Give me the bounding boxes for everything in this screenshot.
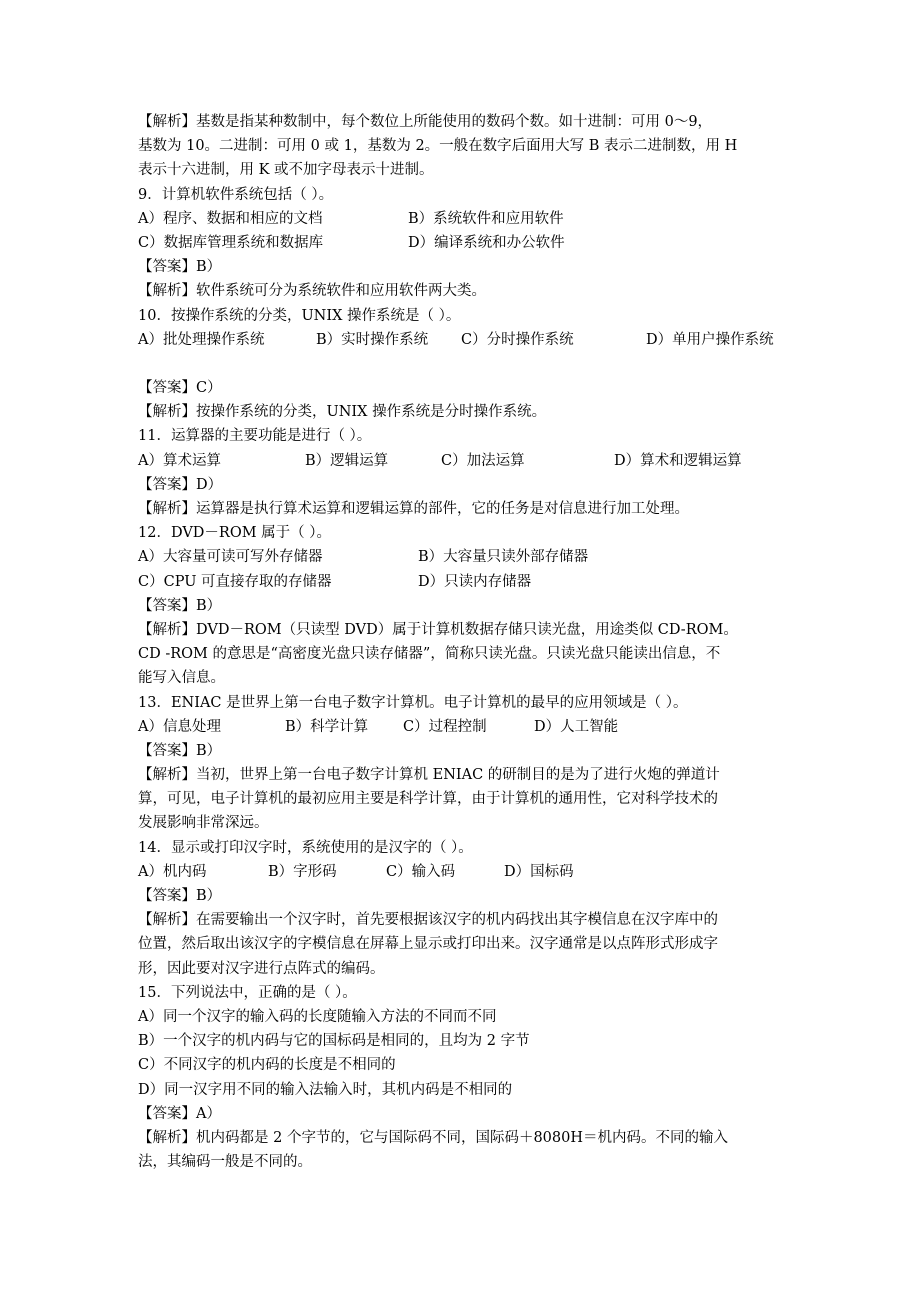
q12-option-c: C）CPU 可直接存取的存储器	[138, 573, 332, 590]
q12-explanation-line-1: 【解析】DVD－ROM（只读型 DVD）属于计算机数据存储只读光盘，用途类似 CD-ROM。	[138, 621, 738, 638]
q9-options-row-1	[138, 207, 788, 231]
q10-option-d: D）单用户操作系统	[646, 331, 774, 348]
q11-option-c: C）加法运算	[441, 452, 525, 469]
q13-answer: 【答案】B）	[138, 742, 222, 759]
blank-line	[138, 352, 788, 376]
q15-answer: 【答案】A）	[138, 1105, 221, 1122]
q15-option-a: A）同一个汉字的输入码的长度随输入方法的不同而不同	[138, 1008, 497, 1025]
q15-option-c: C）不同汉字的机内码的长度是不相同的	[138, 1057, 396, 1074]
q13-explanation-line-1: 【解析】当初，世界上第一台电子数字计算机 ENIAC 的研制目的是为了进行火炮的弹道计	[138, 767, 720, 784]
q9-question: 9．计算机软件系统包括（ ）。	[138, 186, 334, 203]
q11-question: 11．运算器的主要功能是进行（ ）。	[138, 428, 372, 445]
q10-option-a: A）批处理操作系统	[138, 331, 265, 348]
q15-option-b: B）一个汉字的机内码与它的国标码是相同的，且均为 2 字节	[138, 1033, 530, 1050]
q14-answer: 【答案】B）	[138, 888, 222, 904]
q15-explanation-line-2: 法，其编码一般是不同的。	[138, 1154, 312, 1171]
q15-option-d: D）同一汉字用不同的输入法输入时，其机内码是不相同的	[138, 1081, 513, 1098]
q12-answer: 【答案】B）	[138, 597, 222, 614]
q11-option-b: B）逻辑运算	[305, 452, 389, 469]
q12-option-b: B）大容量只读外部存储器	[418, 549, 589, 566]
q13-option-a: A）信息处理	[138, 718, 221, 735]
q13-explanation-line-2: 算，可见，电子计算机的最初应用主要是科学计算，由于计算机的通用性，它对科学技术的	[138, 791, 718, 808]
q9-option-a: A）程序、数据和相应的文档	[138, 210, 323, 227]
q12-option-a: A）大容量可读可写外存储器	[138, 549, 323, 566]
q14-option-b: B）字形码	[268, 863, 337, 880]
q10-explanation: 【解析】按操作系统的分类，UNIX 操作系统是分时操作系统。	[138, 404, 547, 421]
q11-answer: 【答案】D）	[138, 476, 223, 493]
q15-question: 15．下列说法中，正确的是（ ）。	[138, 984, 357, 1001]
q11-option-a: A）算术运算	[138, 452, 221, 469]
q14-explanation-line-2: 位置，然后取出该汉字的字模信息在屏幕上显示或打印出来。汉字通常是以点阵形式形成字	[138, 936, 718, 953]
q13-question: 13．ENIAC 是世界上第一台电子数字计算机。电子计算机的最早的应用领域是（ ）。	[138, 694, 688, 711]
q11-option-d: D）算术和逻辑运算	[614, 452, 742, 469]
q11-options-row	[138, 449, 788, 473]
q13-option-d: D）人工智能	[534, 718, 619, 735]
q8-explanation-line-1: 【解析】基数是指某种数制中，每个数位上所能使用的数码个数。如十进制：可用 0～9，	[138, 114, 713, 130]
q14-options-row	[138, 860, 788, 884]
q10-option-c: C）分时操作系统	[461, 331, 574, 348]
q9-options-row-2	[138, 231, 788, 255]
q14-explanation-line-1: 【解析】在需要输出一个汉字时，首先要根据该汉字的机内码找出其字模信息在汉字库中的	[138, 912, 718, 929]
q13-option-b: B）科学计算	[285, 718, 369, 735]
q12-question: 12．DVD－ROM 属于（ ）。	[138, 525, 332, 542]
q9-option-c: C）数据库管理系统和数据库	[138, 234, 324, 251]
q12-options-row-1	[138, 545, 788, 569]
q8-explanation-line-3: 表示十六进制，用 K 或不加字母表示十进制。	[138, 162, 434, 179]
q14-option-a: A）机内码	[138, 863, 207, 880]
q13-explanation-line-3: 发展影响非常深远。	[138, 815, 269, 832]
q12-option-d: D）只读内存储器	[418, 573, 532, 590]
q14-explanation-line-3: 形，因此要对汉字进行点阵式的编码。	[138, 960, 385, 977]
q14-option-c: C）输入码	[386, 863, 456, 880]
q9-option-b: B）系统软件和应用软件	[408, 210, 564, 227]
q9-answer: 【答案】B）	[138, 259, 222, 276]
q14-option-d: D）国标码	[504, 863, 574, 880]
q14-question: 14．显示或打印汉字时，系统使用的是汉字的（ ）。	[138, 839, 473, 856]
q12-explanation-line-2: CD -ROM 的意思是“高密度光盘只读存储器”，简称只读光盘。只读光盘只能读出信息，不	[138, 646, 721, 663]
q10-question: 10．按操作系统的分类，UNIX 操作系统是（ ）。	[138, 307, 461, 324]
q8-explanation-line-2: 基数为 10。二进制：可用 0 或 1，基数为 2。一般在数字后面用大写 B 表示二进制数，用 H	[138, 138, 738, 155]
q10-option-b: B）实时操作系统	[316, 331, 429, 348]
q11-explanation: 【解析】运算器是执行算术运算和逻辑运算的部件，它的任务是对信息进行加工处理。	[138, 501, 689, 517]
q15-explanation-line-1: 【解析】机内码都是 2 个字节的，它与国际码不同，国际码＋8080H＝机内码。不同的输入	[138, 1129, 728, 1146]
q9-explanation: 【解析】软件系统可分为系统软件和应用软件两大类。	[138, 283, 486, 300]
q10-answer: 【答案】C）	[138, 380, 222, 397]
q13-option-c: C）过程控制	[403, 718, 487, 735]
document-page	[138, 110, 788, 1174]
q12-explanation-line-3: 能写入信息。	[138, 670, 225, 687]
q12-options-row-2	[138, 570, 788, 594]
q10-options-row	[138, 328, 788, 352]
q9-option-d: D）编译系统和办公软件	[408, 234, 565, 251]
q13-options-row	[138, 715, 788, 739]
